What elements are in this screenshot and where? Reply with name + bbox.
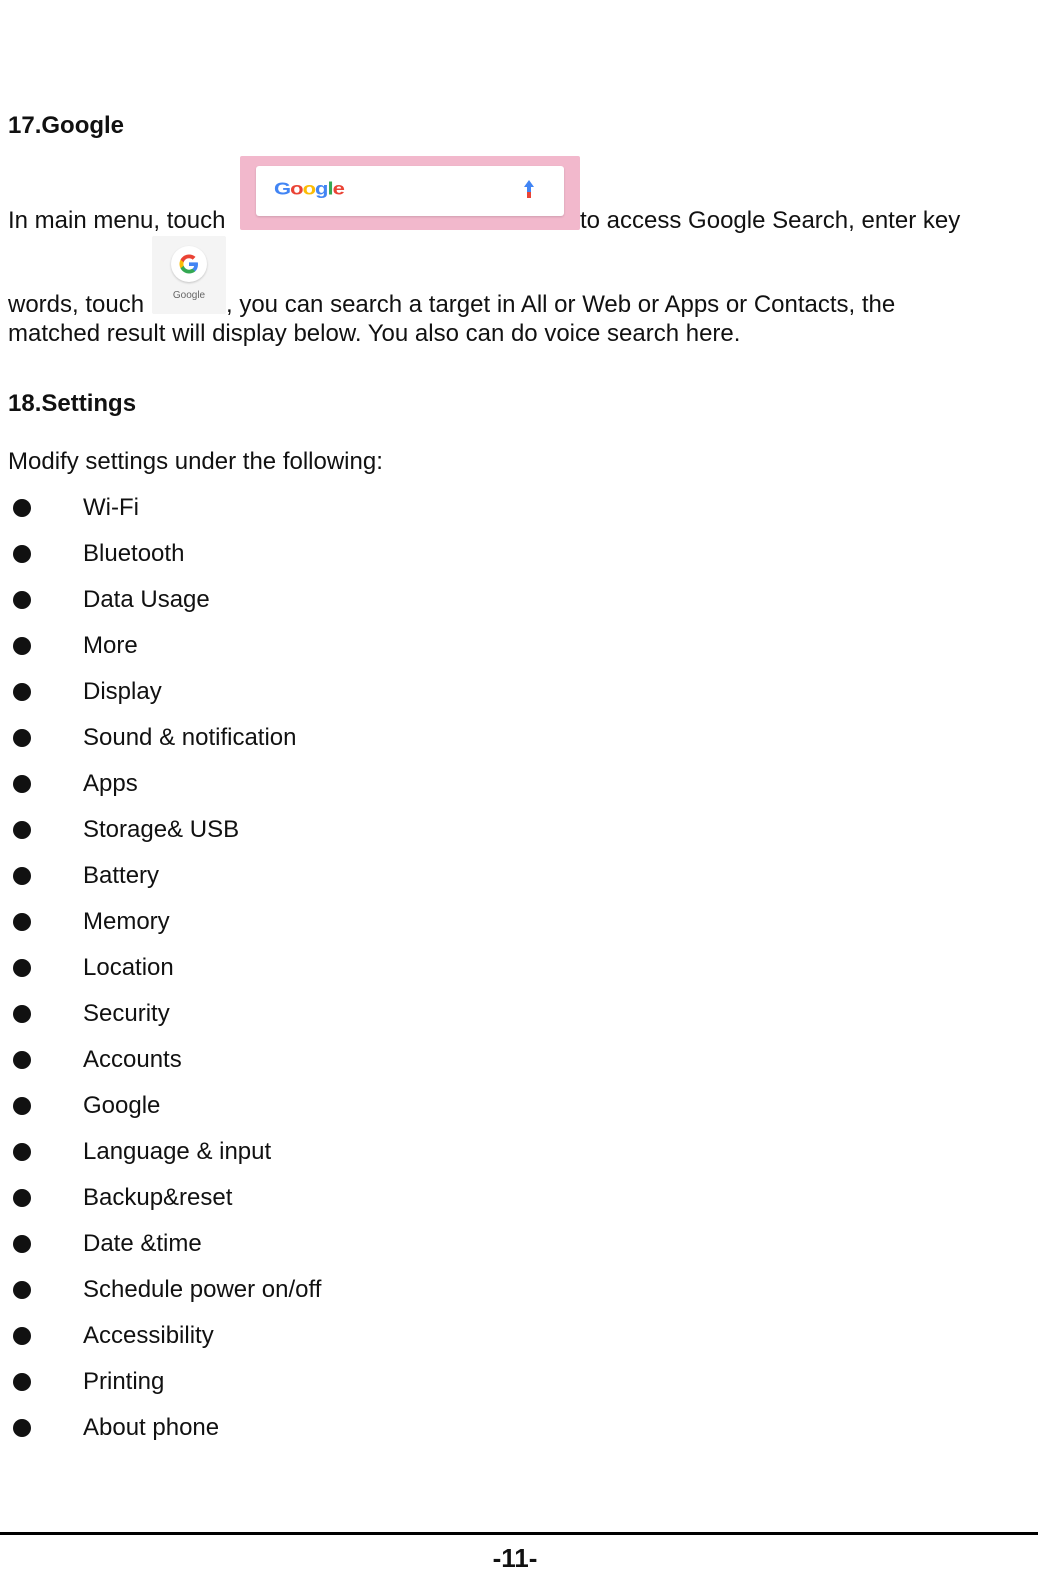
google-line2-after: , you can search a target in All or Web or Apps or Contacts, the [226,291,896,318]
bullet-icon [13,775,31,793]
bullet-icon [13,1143,31,1161]
list-item: Location [0,953,600,983]
google-app-label: Google [172,290,206,301]
bullet-icon [13,637,31,655]
footer-divider [0,1532,1038,1535]
list-item: Accounts [0,1045,600,1075]
list-item: Schedule power on/off [0,1275,600,1305]
google-logo-icon: Google [274,178,344,199]
bullet-icon [13,1419,31,1437]
settings-intro: Modify settings under the following: [8,448,383,475]
list-item: Wi-Fi [0,493,600,523]
bullet-icon [13,1235,31,1253]
list-item: Battery [0,861,600,891]
list-item: Display [0,677,600,707]
bullet-icon [13,1189,31,1207]
bullet-icon [13,683,31,701]
bullet-icon [13,729,31,747]
list-item: About phone [0,1413,600,1443]
bullet-icon [13,1281,31,1299]
list-item: Data Usage [0,585,600,615]
bullet-icon [13,1005,31,1023]
list-item: Backup&reset [0,1183,600,1213]
list-item: Bluetooth [0,539,600,569]
bullet-icon [13,1097,31,1115]
bullet-icon [13,821,31,839]
bullet-icon [13,1373,31,1391]
bullet-icon [13,591,31,609]
list-item: Accessibility [0,1321,600,1351]
page-number: -11- [492,1543,538,1573]
bullet-icon [13,1051,31,1069]
list-item: Date &time [0,1229,600,1259]
google-line2-before: words, touch [8,291,145,318]
microphone-icon [522,178,536,202]
bullet-icon [13,867,31,885]
google-line3: matched result will display below. You also can do voice search here. [8,320,741,347]
list-item: More [0,631,600,661]
list-item: Apps [0,769,600,799]
list-item: Printing [0,1367,600,1397]
google-g-icon [171,246,207,282]
list-item: Security [0,999,600,1029]
list-item: Storage& USB [0,815,600,845]
google-section-heading: 17.Google [8,112,125,139]
google-line1-after: to access Google Search, enter key [580,207,961,234]
list-item: Language & input [0,1137,600,1167]
bullet-icon [13,1327,31,1345]
list-item: Memory [0,907,600,937]
bullet-icon [13,913,31,931]
settings-section-heading: 18.Settings [8,390,137,417]
bullet-icon [13,545,31,563]
list-item: Google [0,1091,600,1121]
google-line1-before: In main menu, touch [8,207,226,234]
google-search-bar-icon [240,156,580,230]
list-item: Sound & notification [0,723,600,753]
bullet-icon [13,499,31,517]
bullet-icon [13,959,31,977]
google-app-icon [152,236,226,314]
